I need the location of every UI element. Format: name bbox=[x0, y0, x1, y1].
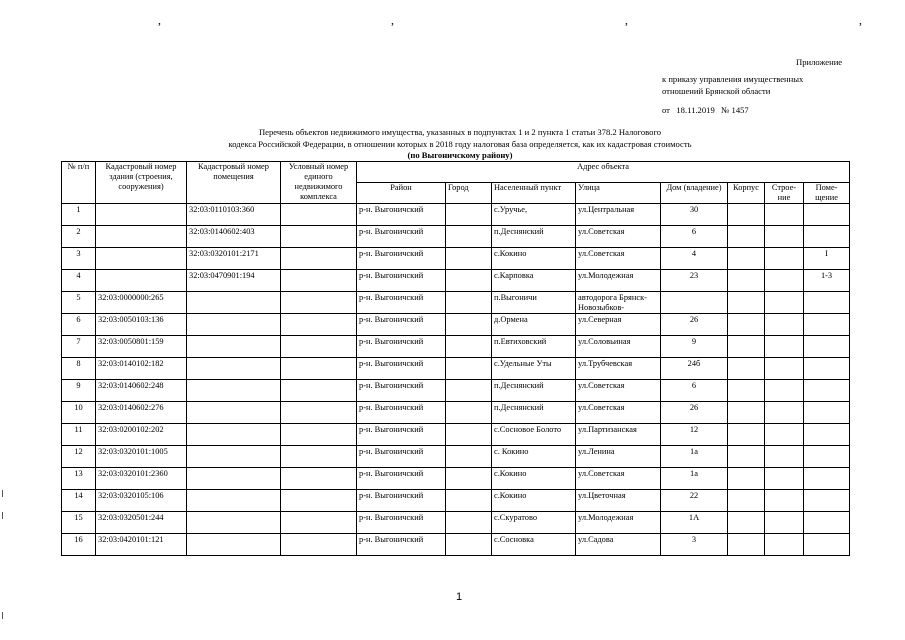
cell-street: ул.Соловьиная bbox=[576, 336, 661, 358]
cell-city bbox=[446, 380, 492, 402]
page-number: 1 bbox=[456, 591, 463, 603]
cell-district: р-н. Выгоничский bbox=[357, 358, 446, 380]
table-body bbox=[62, 204, 850, 556]
cell-complex-number bbox=[281, 512, 357, 534]
cell-house: 3 bbox=[661, 534, 728, 556]
cell-korpus bbox=[728, 226, 765, 248]
cell-room-cadastral bbox=[187, 468, 281, 490]
cell-pomeshchenie bbox=[804, 534, 850, 556]
cell-district: р-н. Выгоничский bbox=[357, 226, 446, 248]
cell-stroenie bbox=[765, 534, 804, 556]
cell-street: ул.Советская bbox=[576, 248, 661, 270]
cell-pomeshchenie bbox=[804, 358, 850, 380]
cell-street: ул.Советская bbox=[576, 468, 661, 490]
cell-building-cadastral bbox=[96, 204, 187, 226]
scan-dot: , bbox=[625, 13, 628, 27]
appendix-date: от 18.11.2019 № 1457 bbox=[662, 105, 749, 115]
cell-city bbox=[446, 336, 492, 358]
cell-building-cadastral: 32:03:0320101:1005 bbox=[96, 446, 187, 468]
cell-district: р-н. Выгоничский bbox=[357, 402, 446, 424]
cell-district: р-н. Выгоничский bbox=[357, 270, 446, 292]
cell-pomeshchenie bbox=[804, 424, 850, 446]
cell-row-number: 1 bbox=[62, 204, 96, 226]
cell-building-cadastral: 32:03:0320101:2360 bbox=[96, 468, 187, 490]
cell-room-cadastral bbox=[187, 380, 281, 402]
cell-house: 26 bbox=[661, 314, 728, 336]
cell-row-number: 6 bbox=[62, 314, 96, 336]
cell-row-number: 11 bbox=[62, 424, 96, 446]
cell-locality: д.Ормена bbox=[492, 314, 576, 336]
cell-row-number: 3 bbox=[62, 248, 96, 270]
header-num: № п/п bbox=[62, 162, 96, 204]
cell-row-number: 14 bbox=[62, 490, 96, 512]
cell-pomeshchenie bbox=[804, 336, 850, 358]
table-row bbox=[62, 380, 850, 402]
cell-stroenie bbox=[765, 248, 804, 270]
cell-city bbox=[446, 534, 492, 556]
cell-korpus bbox=[728, 204, 765, 226]
table-row bbox=[62, 468, 850, 490]
cell-row-number: 7 bbox=[62, 336, 96, 358]
cell-korpus bbox=[728, 402, 765, 424]
cell-locality: п.Деснянский bbox=[492, 402, 576, 424]
cell-district: р-н. Выгоничский bbox=[357, 424, 446, 446]
cell-locality: с.Удельные Уты bbox=[492, 358, 576, 380]
cell-city bbox=[446, 468, 492, 490]
cell-street: ул.Партизанская bbox=[576, 424, 661, 446]
cell-room-cadastral bbox=[187, 402, 281, 424]
cell-complex-number bbox=[281, 248, 357, 270]
cell-pomeshchenie bbox=[804, 490, 850, 512]
cell-row-number: 12 bbox=[62, 446, 96, 468]
cell-street: ул.Ленина bbox=[576, 446, 661, 468]
table-row bbox=[62, 446, 850, 468]
cell-room-cadastral bbox=[187, 490, 281, 512]
table-row bbox=[62, 270, 850, 292]
cell-city bbox=[446, 490, 492, 512]
cell-complex-number bbox=[281, 314, 357, 336]
table-row bbox=[62, 204, 850, 226]
cell-house: 24б bbox=[661, 358, 728, 380]
table-row bbox=[62, 534, 850, 556]
margin-mark bbox=[2, 612, 3, 619]
cell-row-number: 5 bbox=[62, 292, 96, 314]
cell-building-cadastral bbox=[96, 226, 187, 248]
cell-district: р-н. Выгоничский bbox=[357, 204, 446, 226]
cell-street: ул.Цветочная bbox=[576, 490, 661, 512]
cell-complex-number bbox=[281, 446, 357, 468]
table-row bbox=[62, 248, 850, 270]
cell-room-cadastral: 32:03:0110103:360 bbox=[187, 204, 281, 226]
cell-pomeshchenie bbox=[804, 314, 850, 336]
cell-house: 26 bbox=[661, 402, 728, 424]
cell-row-number: 13 bbox=[62, 468, 96, 490]
cell-pomeshchenie bbox=[804, 468, 850, 490]
cell-locality: с.Кокино bbox=[492, 468, 576, 490]
cell-city bbox=[446, 292, 492, 314]
cell-street: ул.Центральная bbox=[576, 204, 661, 226]
cell-street: автодорога Брянск-Новозыбков- bbox=[576, 292, 661, 314]
cell-korpus bbox=[728, 336, 765, 358]
cell-house: 23 bbox=[661, 270, 728, 292]
cell-locality: с.Кокино bbox=[492, 248, 576, 270]
cell-room-cadastral: 32:03:0470901:194 bbox=[187, 270, 281, 292]
header-house: Дом (владение) bbox=[661, 183, 728, 204]
cell-complex-number bbox=[281, 402, 357, 424]
objects-table bbox=[61, 161, 850, 556]
cell-building-cadastral: 32:03:0050801:159 bbox=[96, 336, 187, 358]
title-line3: (по Выгоничскому району) bbox=[407, 150, 513, 160]
cell-row-number: 16 bbox=[62, 534, 96, 556]
cell-korpus bbox=[728, 534, 765, 556]
header-pomeshchenie: Поме-щение bbox=[804, 183, 850, 204]
cell-house: 6 bbox=[661, 226, 728, 248]
table-row bbox=[62, 402, 850, 424]
cell-locality: п.Евтиховский bbox=[492, 336, 576, 358]
cell-complex-number bbox=[281, 534, 357, 556]
cell-locality: п.Деснянский bbox=[492, 226, 576, 248]
cell-complex-number bbox=[281, 204, 357, 226]
cell-house: 9 bbox=[661, 336, 728, 358]
cell-house: 30 bbox=[661, 204, 728, 226]
cell-city bbox=[446, 358, 492, 380]
cell-stroenie bbox=[765, 424, 804, 446]
header-korpus: Корпус bbox=[728, 183, 765, 204]
cell-korpus bbox=[728, 424, 765, 446]
table-row bbox=[62, 490, 850, 512]
appendix-line1: к приказу управления имущественных bbox=[662, 74, 804, 84]
cell-room-cadastral bbox=[187, 534, 281, 556]
cell-korpus bbox=[728, 358, 765, 380]
cell-complex-number bbox=[281, 490, 357, 512]
cell-building-cadastral bbox=[96, 270, 187, 292]
cell-complex-number bbox=[281, 270, 357, 292]
table-row bbox=[62, 314, 850, 336]
cell-building-cadastral: 32:03:0000000:265 bbox=[96, 292, 187, 314]
cell-district: р-н. Выгоничский bbox=[357, 468, 446, 490]
cell-district: р-н. Выгоничский bbox=[357, 248, 446, 270]
cell-building-cadastral bbox=[96, 248, 187, 270]
cell-street: ул.Садова bbox=[576, 534, 661, 556]
cell-city bbox=[446, 446, 492, 468]
cell-stroenie bbox=[765, 314, 804, 336]
header-address: Адрес объекта bbox=[357, 162, 850, 183]
cell-building-cadastral: 32:03:0140102:182 bbox=[96, 358, 187, 380]
cell-stroenie bbox=[765, 336, 804, 358]
cell-city bbox=[446, 424, 492, 446]
cell-row-number: 15 bbox=[62, 512, 96, 534]
cell-city bbox=[446, 270, 492, 292]
appendix-title: Приложение bbox=[796, 57, 843, 67]
cell-pomeshchenie bbox=[804, 292, 850, 314]
document-title bbox=[150, 127, 770, 162]
margin-mark bbox=[2, 512, 3, 519]
cell-korpus bbox=[728, 292, 765, 314]
cell-street: ул.Молодежная bbox=[576, 270, 661, 292]
cell-district: р-н. Выгоничский bbox=[357, 380, 446, 402]
cell-korpus bbox=[728, 446, 765, 468]
cell-building-cadastral: 32:03:0140602:248 bbox=[96, 380, 187, 402]
cell-row-number: 8 bbox=[62, 358, 96, 380]
cell-house: 22 bbox=[661, 490, 728, 512]
cell-korpus bbox=[728, 314, 765, 336]
cell-room-cadastral bbox=[187, 314, 281, 336]
cell-complex-number bbox=[281, 468, 357, 490]
table-row bbox=[62, 292, 850, 314]
cell-locality: с.Кокино bbox=[492, 490, 576, 512]
cell-street: ул.Советская bbox=[576, 226, 661, 248]
cell-building-cadastral: 32:03:0200102:202 bbox=[96, 424, 187, 446]
cell-building-cadastral: 32:03:0320501:244 bbox=[96, 512, 187, 534]
cell-complex-number bbox=[281, 292, 357, 314]
cell-district: р-н. Выгоничский bbox=[357, 534, 446, 556]
cell-building-cadastral: 32:03:0140602:276 bbox=[96, 402, 187, 424]
cell-street: ул.Молодежная bbox=[576, 512, 661, 534]
cell-locality: с.Сосновка bbox=[492, 534, 576, 556]
cell-room-cadastral bbox=[187, 292, 281, 314]
cell-house: 1а bbox=[661, 468, 728, 490]
cell-korpus bbox=[728, 490, 765, 512]
cell-house: 12 bbox=[661, 424, 728, 446]
cell-room-cadastral bbox=[187, 446, 281, 468]
cell-complex-number bbox=[281, 380, 357, 402]
cell-stroenie bbox=[765, 292, 804, 314]
cell-room-cadastral bbox=[187, 512, 281, 534]
cell-complex-number bbox=[281, 424, 357, 446]
cell-room-cadastral: 32:03:0140602:403 bbox=[187, 226, 281, 248]
cell-stroenie bbox=[765, 358, 804, 380]
header-street: Улица bbox=[576, 183, 661, 204]
cell-row-number: 4 bbox=[62, 270, 96, 292]
title-line1: Перечень объектов недвижимого имущества, указанных в подпунктах 1 и 2 пункта 1 статьи 378.2 Налогового bbox=[258, 127, 662, 137]
cell-house: 6 bbox=[661, 380, 728, 402]
cell-building-cadastral: 32:03:0050103:136 bbox=[96, 314, 187, 336]
header-locality: Населенный пункт bbox=[492, 183, 576, 204]
cell-street: ул.Советская bbox=[576, 380, 661, 402]
cell-pomeshchenie bbox=[804, 226, 850, 248]
table-row bbox=[62, 358, 850, 380]
table-row bbox=[62, 424, 850, 446]
cell-district: р-н. Выгоничский bbox=[357, 314, 446, 336]
cell-house: 1а bbox=[661, 446, 728, 468]
cell-korpus bbox=[728, 468, 765, 490]
table-row bbox=[62, 512, 850, 534]
cell-house bbox=[661, 292, 728, 314]
cell-row-number: 2 bbox=[62, 226, 96, 248]
cell-row-number: 9 bbox=[62, 380, 96, 402]
cell-stroenie bbox=[765, 512, 804, 534]
cell-pomeshchenie bbox=[804, 204, 850, 226]
cell-district: р-н. Выгоничский bbox=[357, 512, 446, 534]
cell-locality: п.Деснянский bbox=[492, 380, 576, 402]
cell-stroenie bbox=[765, 468, 804, 490]
cell-city bbox=[446, 226, 492, 248]
cell-locality: с.Уручье, bbox=[492, 204, 576, 226]
cell-pomeshchenie: 1-3 bbox=[804, 270, 850, 292]
title-line2: кодекса Российской Федерации, в отношении которых в 2018 году налоговая база определяется, как их кадастровая стоимость bbox=[228, 138, 692, 149]
table-row bbox=[62, 226, 850, 248]
cell-city bbox=[446, 402, 492, 424]
cell-complex-number bbox=[281, 358, 357, 380]
cell-room-cadastral bbox=[187, 358, 281, 380]
cell-pomeshchenie: I bbox=[804, 248, 850, 270]
cell-stroenie bbox=[765, 402, 804, 424]
cell-room-cadastral: 32:03:0320101:2171 bbox=[187, 248, 281, 270]
table-row bbox=[62, 336, 850, 358]
cell-complex-number bbox=[281, 336, 357, 358]
cell-locality: с.Скуратово bbox=[492, 512, 576, 534]
cell-district: р-н. Выгоничский bbox=[357, 292, 446, 314]
cell-city bbox=[446, 512, 492, 534]
cell-pomeshchenie bbox=[804, 512, 850, 534]
header-complex-number: Условный номер единого недвижимого комплекса bbox=[281, 162, 357, 204]
header-room-cadastral: Кадастровый номер помещения bbox=[187, 162, 281, 204]
cell-city bbox=[446, 204, 492, 226]
cell-stroenie bbox=[765, 446, 804, 468]
cell-stroenie bbox=[765, 490, 804, 512]
cell-district: р-н. Выгоничский bbox=[357, 490, 446, 512]
cell-city bbox=[446, 314, 492, 336]
cell-room-cadastral bbox=[187, 424, 281, 446]
cell-locality: с.Сосновое Болото bbox=[492, 424, 576, 446]
cell-street: ул.Советская bbox=[576, 402, 661, 424]
cell-building-cadastral: 32:03:0420101:121 bbox=[96, 534, 187, 556]
cell-city bbox=[446, 248, 492, 270]
cell-korpus bbox=[728, 380, 765, 402]
cell-pomeshchenie bbox=[804, 446, 850, 468]
cell-street: ул.Северная bbox=[576, 314, 661, 336]
header-stroenie: Строе-ние bbox=[765, 183, 804, 204]
cell-house: 4 bbox=[661, 248, 728, 270]
cell-stroenie bbox=[765, 270, 804, 292]
cell-street: ул.Трубчевская bbox=[576, 358, 661, 380]
header-district: Район bbox=[357, 183, 446, 204]
cell-locality: с. Кокино bbox=[492, 446, 576, 468]
cell-complex-number bbox=[281, 226, 357, 248]
scan-dot: , bbox=[391, 13, 394, 27]
cell-locality: с.Карповка bbox=[492, 270, 576, 292]
cell-korpus bbox=[728, 248, 765, 270]
cell-house: 1А bbox=[661, 512, 728, 534]
header-building-cadastral: Кадастровый номер здания (строения, сооружения) bbox=[96, 162, 187, 204]
cell-stroenie bbox=[765, 204, 804, 226]
cell-korpus bbox=[728, 270, 765, 292]
cell-district: р-н. Выгоничский bbox=[357, 446, 446, 468]
cell-stroenie bbox=[765, 380, 804, 402]
cell-row-number: 10 bbox=[62, 402, 96, 424]
scan-dot: , bbox=[158, 13, 161, 27]
cell-building-cadastral: 32:03:0320105:106 bbox=[96, 490, 187, 512]
cell-korpus bbox=[728, 512, 765, 534]
cell-pomeshchenie bbox=[804, 402, 850, 424]
appendix-line2: отношений Брянской области bbox=[662, 86, 771, 96]
margin-mark bbox=[2, 490, 3, 497]
scan-dot: , bbox=[859, 13, 862, 27]
cell-room-cadastral bbox=[187, 336, 281, 358]
header-city: Город bbox=[446, 183, 492, 204]
cell-locality: п.Выгоничи bbox=[492, 292, 576, 314]
cell-stroenie bbox=[765, 226, 804, 248]
cell-pomeshchenie bbox=[804, 380, 850, 402]
cell-district: р-н. Выгоничский bbox=[357, 336, 446, 358]
